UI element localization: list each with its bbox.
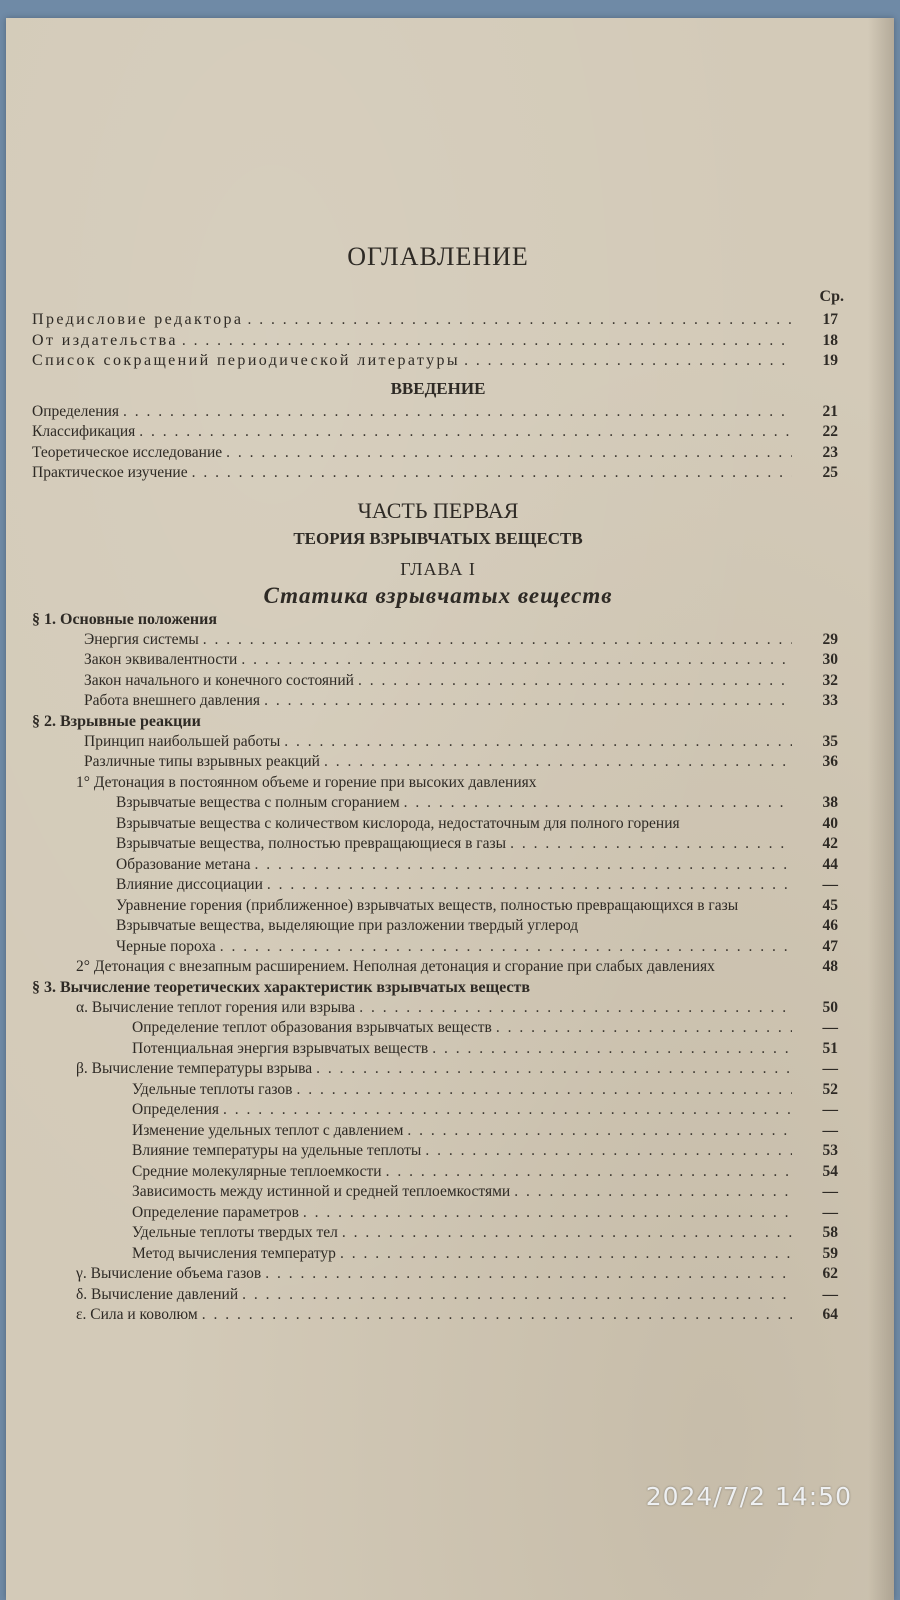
- toc-entry: Определения . . . 21: [32, 402, 844, 423]
- page-edge-shadow: [868, 18, 894, 1600]
- toc-entry: Взрывчатые вещества с полным сгоранием . . . 38: [32, 793, 844, 814]
- toc-entry: Различные типы взрывных реакций . . . 36: [32, 752, 844, 773]
- toc-entry: Удельные теплоты газов . . . 52: [32, 1080, 844, 1101]
- photo-timestamp: 2024/7/2 14:50: [645, 1482, 852, 1511]
- toc-entry: Определения . . . —: [32, 1100, 844, 1121]
- section-heading: § 1. Основные положения: [32, 610, 217, 628]
- toc-entry: Образование метана . . . 44: [32, 855, 844, 876]
- toc-entry: γ. Вычисление объема газов . . . 62: [32, 1264, 844, 1285]
- toc-entry: Теоретическое исследование . . . 23: [32, 443, 844, 464]
- toc-entry: Предисловие редактора . . . 17: [32, 310, 844, 331]
- section-heading: § 3. Вычисление теоретических характеристик взрывчатых веществ: [32, 978, 531, 996]
- toc-entry: Взрывчатые вещества, полностью превращающиеся в газы . . . 42: [32, 834, 844, 855]
- toc-entry: β. Вычисление температуры взрыва . . . —: [32, 1059, 844, 1080]
- toc-entry: ε. Сила и коволюм . . . 64: [32, 1305, 844, 1326]
- toc-entry: Взрывчатые вещества с количеством кислорода, недостаточным для полного горения 40: [116, 814, 838, 832]
- toc-entry: От издательства . . . 18: [32, 331, 844, 352]
- toc-entry: Уравнение горения (приближенное) взрывчатых веществ, полностью превращающихся в газы 45: [116, 896, 838, 914]
- toc-entry: Определение теплот образования взрывчатых веществ . . . —: [32, 1018, 844, 1039]
- toc-entry: Влияние температуры на удельные теплоты . . . 53: [32, 1141, 844, 1162]
- toc-entry: Принцип наибольшей работы . . . 35: [32, 732, 844, 753]
- subsection-heading: 2° Детонация с внезапным расширением. Неполная детонация и сгорание при слабых давлениях 48: [76, 958, 838, 975]
- intro-heading: ВВЕДЕНИЕ: [390, 378, 486, 398]
- page-column-label: Ср.: [819, 288, 844, 305]
- subsection-heading: 1° Детонация в постоянном объеме и горение при высоких давлениях: [76, 773, 537, 791]
- toc-entry: Метод вычисления температур . . . 59: [32, 1244, 844, 1265]
- toc-entry: Список сокращений периодической литературы . . . 19: [32, 351, 844, 372]
- part-heading: ЧАСТЬ ПЕРВАЯ: [357, 497, 519, 523]
- book-page: [6, 18, 894, 1600]
- toc-entry: Изменение удельных теплот с давлением . . . —: [32, 1121, 844, 1142]
- toc-entry: Закон начального и конечного состояний . . . 32: [32, 671, 844, 692]
- toc-entry: Потенциальная энергия взрывчатых веществ . . . 51: [32, 1039, 844, 1060]
- toc-entry: Определение параметров . . . —: [32, 1203, 844, 1224]
- toc-title: ОГЛАВЛЕНИЕ: [347, 242, 529, 271]
- toc-entry: Работа внешнего давления . . . 33: [32, 691, 844, 712]
- toc-entry: Практическое изучение . . . 25: [32, 463, 844, 484]
- toc-entry: α. Вычисление теплот горения или взрыва . . . 50: [32, 998, 844, 1019]
- toc-entry: Удельные теплоты твердых тел . . . 58: [32, 1223, 844, 1244]
- table-of-contents: [32, 240, 844, 1326]
- toc-entry: Влияние диссоциации . . . —: [32, 875, 844, 896]
- toc-entry: δ. Вычисление давлений . . . —: [32, 1285, 844, 1306]
- section-heading: § 2. Взрывные реакции: [32, 712, 201, 730]
- toc-entry: Классификация . . . 22: [32, 422, 844, 443]
- part-title: ТЕОРИЯ ВЗРЫВЧАТЫХ ВЕЩЕСТВ: [293, 528, 583, 548]
- toc-entry: Энергия системы . . . 29: [32, 630, 844, 651]
- toc-entry: Взрывчатые вещества, выделяющие при разложении твердый углерод 46: [116, 917, 838, 934]
- toc-entry: Черные пороха . . . 47: [32, 937, 844, 958]
- toc-entry: Закон эквивалентности . . . 30: [32, 650, 844, 671]
- toc-entry: Средние молекулярные теплоемкости . . . 54: [32, 1162, 844, 1183]
- chapter-title: Статика взрывчатых веществ: [263, 582, 613, 608]
- toc-entry: Зависимость между истинной и средней теплоемкостями . . . —: [32, 1182, 844, 1203]
- chapter-number: ГЛАВА I: [400, 558, 476, 579]
